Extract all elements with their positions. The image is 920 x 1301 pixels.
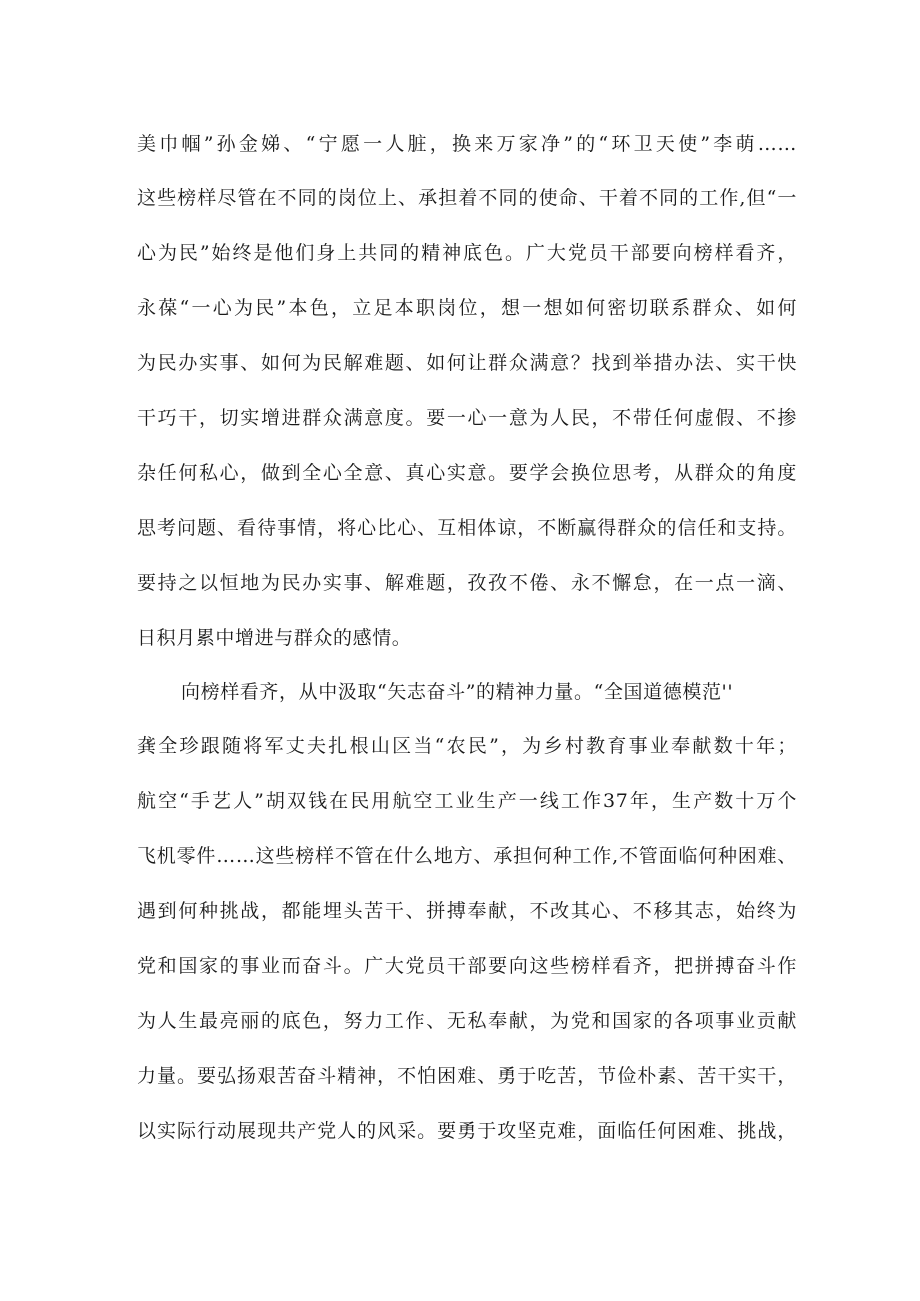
text-line: 美巾帼”孙金娣、“宁愿一人脏，换来万家净”的“环卫天使”李萌…… <box>137 133 797 155</box>
text-line: 日积月累中增进与群众的感情。 <box>137 627 412 649</box>
text-line: 以实际行动展现共产党人的风采。要勇于攻坚克难，面临任何困难、挑战， <box>137 1120 797 1142</box>
text-line: 向榜样看齐，从中汲取“矢志奋斗”的精神力量。“全国道德模范'' <box>181 681 734 703</box>
text-line: 干巧干，切实增进群众满意度。要一心一意为人民，不带任何虚假、不掺 <box>137 407 797 429</box>
text-line: 航空“手艺人”胡双钱在民用航空工业生产一线工作37年，生产数十万个 <box>137 790 797 812</box>
text-line: 遇到何种挑战，都能埋头苦干、拼搏奉献，不改其心、不移其志，始终为 <box>137 900 797 922</box>
text-line: 思考问题、看待事情，将心比心、互相体谅，不断赢得群众的信任和支持。 <box>137 517 797 539</box>
text-line: 杂任何私心，做到全心全意、真心实意。要学会换位思考，从群众的角度 <box>137 462 797 484</box>
text-line: 为民办实事、如何为民解难题、如何让群众满意？找到举措办法、实干快 <box>137 352 797 374</box>
text-line: 永葆“一心为民”本色，立足本职岗位，想一想如何密切联系群众、如何 <box>137 297 797 319</box>
text-line: 这些榜样尽管在不同的岗位上、承担着不同的使命、干着不同的工作,但“一 <box>137 187 797 209</box>
text-line: 心为民”始终是他们身上共同的精神底色。广大党员干部要向榜样看齐， <box>137 242 797 264</box>
text-line: 力量。要弘扬艰苦奋斗精神，不怕困难、勇于吃苦，节俭朴素、苦干实干， <box>137 1065 797 1087</box>
text-line: 龚全珍跟随将军丈夫扎根山区当“农民”，为乡村教育事业奉献数十年； <box>137 735 797 757</box>
text-line: 党和国家的事业而奋斗。广大党员干部要向这些榜样看齐，把拼搏奋斗作 <box>137 955 797 977</box>
text-line: 飞机零件……这些榜样不管在什么地方、承担何种工作,不管面临何种困难、 <box>137 845 797 867</box>
text-line: 要持之以恒地为民办实事、解难题，孜孜不倦、永不懈怠，在一点一滴、 <box>137 572 797 594</box>
text-line: 为人生最亮丽的底色，努力工作、无私奉献，为党和国家的各项事业贡献 <box>137 1010 797 1032</box>
